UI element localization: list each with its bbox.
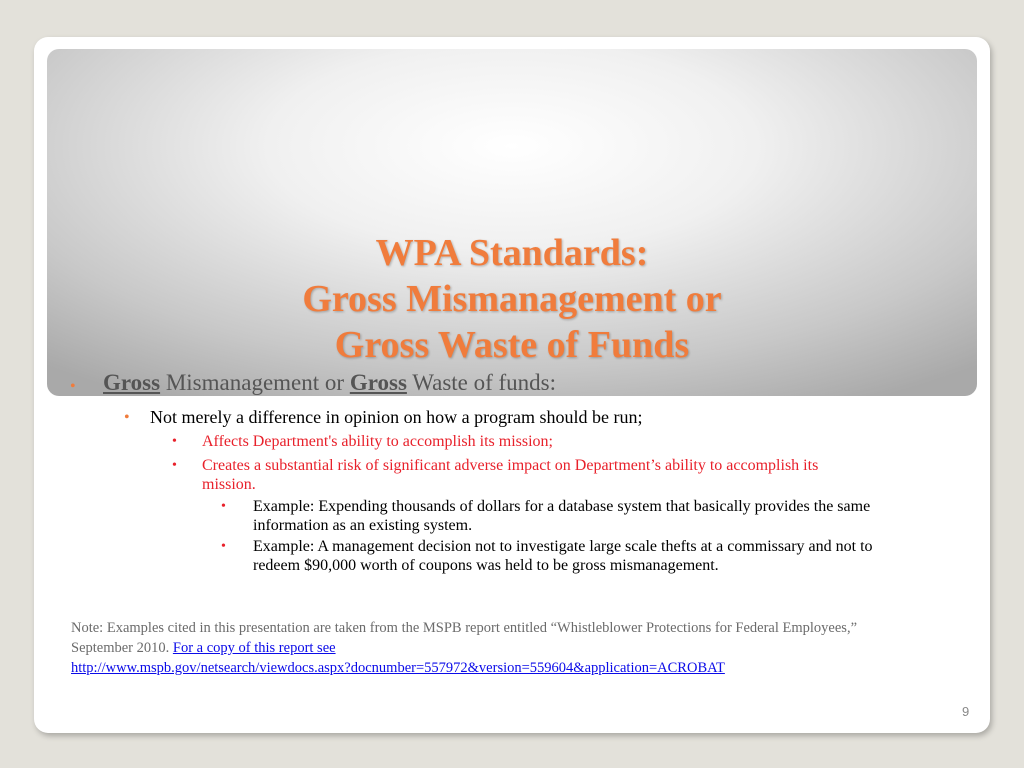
bullet-level1-text-1: Mismanagement or [160, 370, 350, 395]
bullet-level4-text: Example: Expending thousands of dollars for a database system that basically provides the same information as an existing system. [253, 498, 871, 534]
bullet-level1 [70, 369, 557, 397]
title-line-2: Gross Mismanagement or [302, 278, 722, 320]
bullet-dot-icon: • [221, 539, 226, 554]
title-line-3: Gross Waste of Funds [334, 324, 690, 366]
bullet-level3-item [172, 432, 862, 451]
report-link-label[interactable]: For a copy of this report see [172, 640, 336, 656]
bullet-level4-text: Example: A management decision not to investigate large scale thefts at a commissary and not to redeem $90,000 worth of coupons was held to be gross mismanagement. [253, 538, 873, 574]
bullet-dot-icon: • [172, 434, 177, 449]
bullet-level2 [124, 406, 643, 428]
bullet-level3-text: Creates a substantial risk of significant adverse impact on Department’s ability to accomplish its mission. [202, 457, 819, 493]
bullet-level3-text: Affects Department's ability to accomplish its mission; [202, 433, 553, 450]
bullet-level4-item [221, 497, 883, 535]
page-number: 9 [962, 704, 970, 719]
title-line-1: WPA Standards: [375, 232, 649, 274]
bullet-dot-icon: • [172, 458, 177, 473]
bullet-dot-icon: • [124, 409, 130, 426]
bullet-level3-item [172, 456, 862, 494]
report-link-url[interactable]: http://www.mspb.gov/netsearch/viewdocs.aspx?docnumber=557972&version=559604&application=ACROBAT [71, 660, 725, 676]
bullet-level1-text-2: Waste of funds: [406, 370, 557, 395]
bullet-dot-icon: • [70, 378, 76, 395]
footnote [71, 618, 891, 678]
footnote-text: Note: Examples cited in this presentation are taken from the MSPB report entitled “Whistleblower Protections for Federal Employees,” September 2010 [71, 620, 858, 656]
gross-term-1: Gross [103, 370, 161, 395]
bullet-level4-item [221, 537, 883, 575]
bullet-dot-icon: • [221, 499, 226, 514]
footnote-period: . [165, 640, 170, 656]
gross-term-2: Gross [349, 370, 407, 395]
bullet-level2-text: Not merely a difference in opinion on how a program should be run; [150, 407, 643, 427]
